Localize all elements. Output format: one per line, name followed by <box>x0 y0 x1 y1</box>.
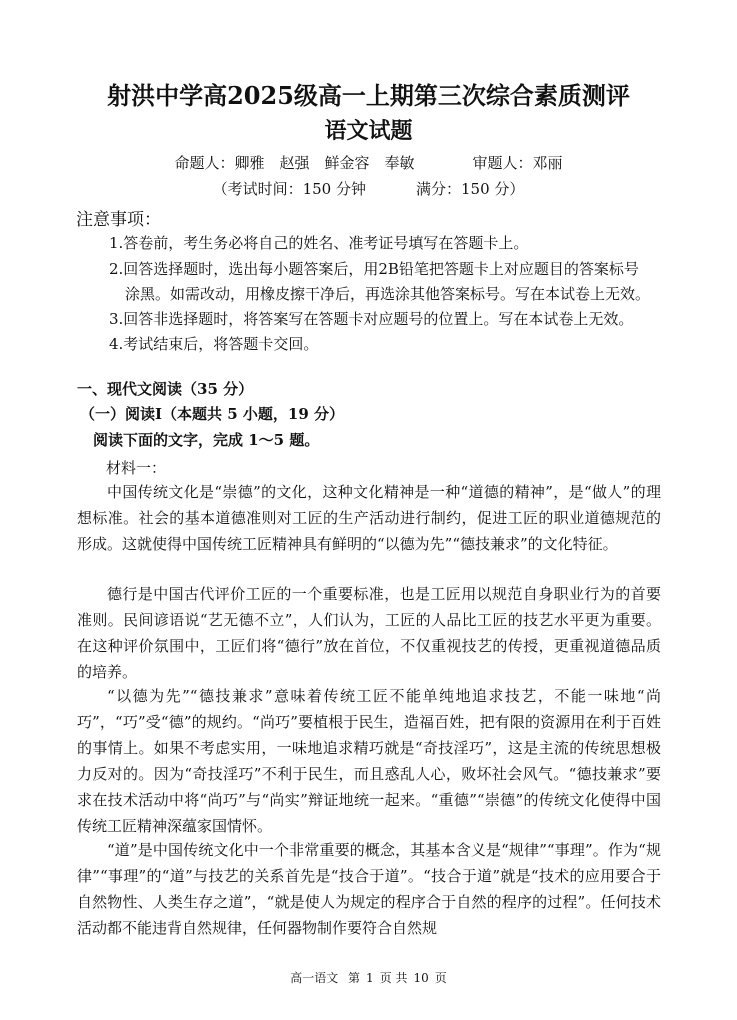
section-heading: 一、现代文阅读（35 分） <box>77 380 254 398</box>
subsection-heading: （一）阅读Ⅰ（本题共 5 小题，19 分） <box>80 405 344 423</box>
exam-info-line <box>0 178 737 199</box>
page-footer <box>0 969 737 986</box>
note-item: 2.回答选择题时，选出每小题答案后，用2B铅笔把答题卡上对应题目的答案标号 <box>109 260 639 278</box>
authors-line <box>0 152 737 173</box>
authors: 命题人：卿雅 赵强 鲜金容 奉敏 <box>174 154 415 172</box>
note-item: 3.回答非选择题时，将答案写在答题卡对应题号的位置上。写在本试卷上无效。 <box>109 310 634 328</box>
footer-page-number: 1 <box>366 971 374 985</box>
footer-page-mid: 页 共 <box>379 971 408 985</box>
notes-heading: 注意事项： <box>76 210 161 230</box>
body-paragraph: “道”是中国传统文化中一个非常重要的概念，其基本含义是“规律”“事理”。作为“规律”“事理”的“道”与技艺的关系首先是“技合于道”。“技合于道”就是“技术的应用要合于自然物性、人类生存之道”，“就是使人为规定的程序合于自然的程序的过程”。任何技术活动都不能违背自然规律，任何器物制作要符合自然规 <box>77 841 661 937</box>
footer-page-prefix: 第 <box>348 971 361 985</box>
exam-subtitle: 语文试题 <box>324 118 413 144</box>
note-item: 1.答卷前，考生务必将自己的姓名、准考证号填写在答题卡上。 <box>109 234 529 252</box>
footer-page-suffix: 页 <box>434 971 447 985</box>
exam-time: （考试时间：150 分钟 <box>212 180 366 198</box>
note-item: 4.考试结束后，将答题卡交回。 <box>109 335 319 353</box>
body-paragraph: 中国传统文化是“崇德”的文化，这种文化精神是一种“道德的精神”，是“做人”的理想标准。社会的基本道德准则对工匠的生产活动进行制约，促进工匠的职业道德规范的形成。这就使得中国传统工匠精神具有鲜明的“以德为先”“德技兼求”的文化特征。 <box>77 483 661 553</box>
reviewer: 审题人：邓丽 <box>472 154 563 172</box>
exam-title: 射洪中学高2025级高一上期第三次综合素质测评 <box>107 81 630 110</box>
reading-instruction: 阅读下面的文字，完成 1～5 题。 <box>93 431 320 449</box>
exam-score: 满分：150 分） <box>416 180 525 198</box>
note-item-continued: 涂黑。如需改动，用橡皮擦干净后，再选涂其他答案标号。写在本试卷上无效。 <box>125 285 651 303</box>
material-label: 材料一： <box>106 459 167 477</box>
footer-total-pages: 10 <box>413 971 429 985</box>
footer-subject: 高一语文 <box>290 971 339 985</box>
body-paragraph: 德行是中国古代评价工匠的一个重要标准，也是工匠用以规范自身职业行为的首要准则。民间谚语说“艺无德不立”，人们认为，工匠的人品比工匠的技艺水平更为重要。在这种评价氛围中，工匠们将“德行”放在首位，不仅重视技艺的传授，更重视道德品质的培养。 <box>77 585 661 681</box>
body-paragraph: “以德为先”“德技兼求”意味着传统工匠不能单纯地追求技艺，不能一味地“尚巧”，“巧”受“德”的规约。“尚巧”要植根于民生，造福百姓，把有限的资源用在利于百姓的事情上。如果不考虑实用，一味地追求精巧就是“奇技淫巧”，这是主流的传统思想极力反对的。因为“奇技淫巧”不利于民生，而且惑乱人心，败坏社会风气。“德技兼求”要求在技术活动中将“尚巧”与“尚实”辩证地统一起来。“重德”“崇德”的传统文化使得中国传统工匠精神深蕴家国情怀。 <box>77 687 661 835</box>
